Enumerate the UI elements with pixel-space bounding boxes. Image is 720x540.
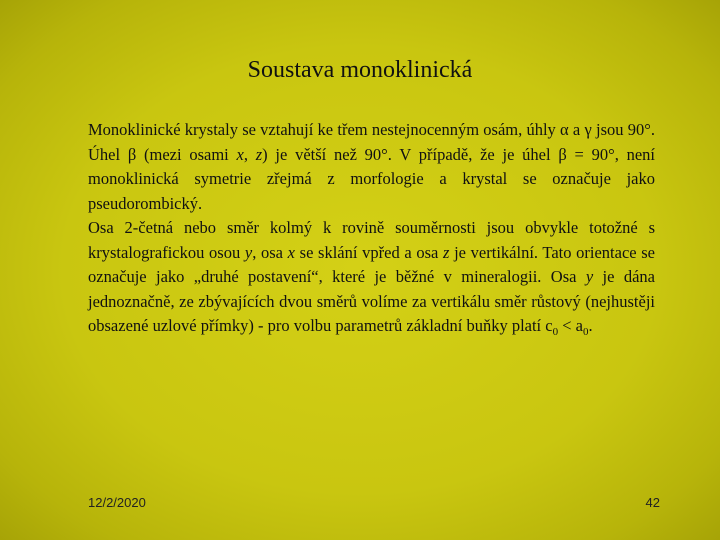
- slide-body: [88, 118, 655, 339]
- axis-y: y: [244, 242, 253, 262]
- p1-text-6: ) je větší než 90°. V případě, že je úhel: [262, 144, 559, 164]
- beta-symbol: β: [558, 144, 567, 164]
- p2-text-3: se sklání vpřed a osa: [294, 242, 444, 262]
- p2-text-4: je vertikální. Tato orientace se označuje jako „druhé postavení“, které je běžné v mineralogii. Osa: [88, 242, 655, 286]
- axis-y: y: [585, 267, 594, 286]
- p1-text-5: ,: [243, 144, 256, 164]
- p1-text-4: (mezi osami: [136, 144, 237, 164]
- footer-date: 12/2/2020: [88, 495, 146, 510]
- subscript-zero: 0: [583, 326, 589, 338]
- page-number: 42: [645, 495, 660, 510]
- p2-text-7: .: [588, 316, 593, 335]
- p2-text-1: Osa 2-četná nebo směr kolmý k rovině souměrnosti jsou obvykle totožné s krystalografickou osou: [88, 218, 655, 262]
- axis-x: x: [287, 242, 295, 262]
- subscript-zero: 0: [552, 326, 559, 338]
- p1-text-3: jsou 90°. Úhel: [88, 120, 655, 164]
- paragraph-1: [88, 118, 655, 216]
- slide-title: Soustava monoklinická: [247, 57, 473, 83]
- alpha-symbol: α: [560, 120, 569, 139]
- beta-symbol: β: [127, 144, 137, 164]
- p2-text-5: je dána jednoznačně, ze zbývajících dvou směrů volíme za vertikálu směr růstový (nejhustěji obsazené uzlové přímky) - pro volbu parametrů základní buňky platí c: [88, 267, 655, 335]
- p2-text-2: , osa: [252, 242, 288, 262]
- gamma-symbol: γ: [584, 120, 592, 139]
- axis-z: z: [443, 242, 450, 262]
- paragraph-2: [88, 216, 655, 339]
- axis-x: x: [236, 144, 244, 164]
- p2-text-6: < a: [558, 316, 583, 335]
- p1-text-7: = 90°, není monoklinická symetrie zřejmá z morfologie a krystal se označuje jako pseudorombický.: [88, 144, 655, 213]
- axis-z: z: [255, 144, 263, 164]
- p1-text-2: a: [568, 120, 585, 139]
- p1-text-1: Monoklinické krystaly se vztahují ke třem nestejnocenným osám, úhly: [88, 120, 561, 139]
